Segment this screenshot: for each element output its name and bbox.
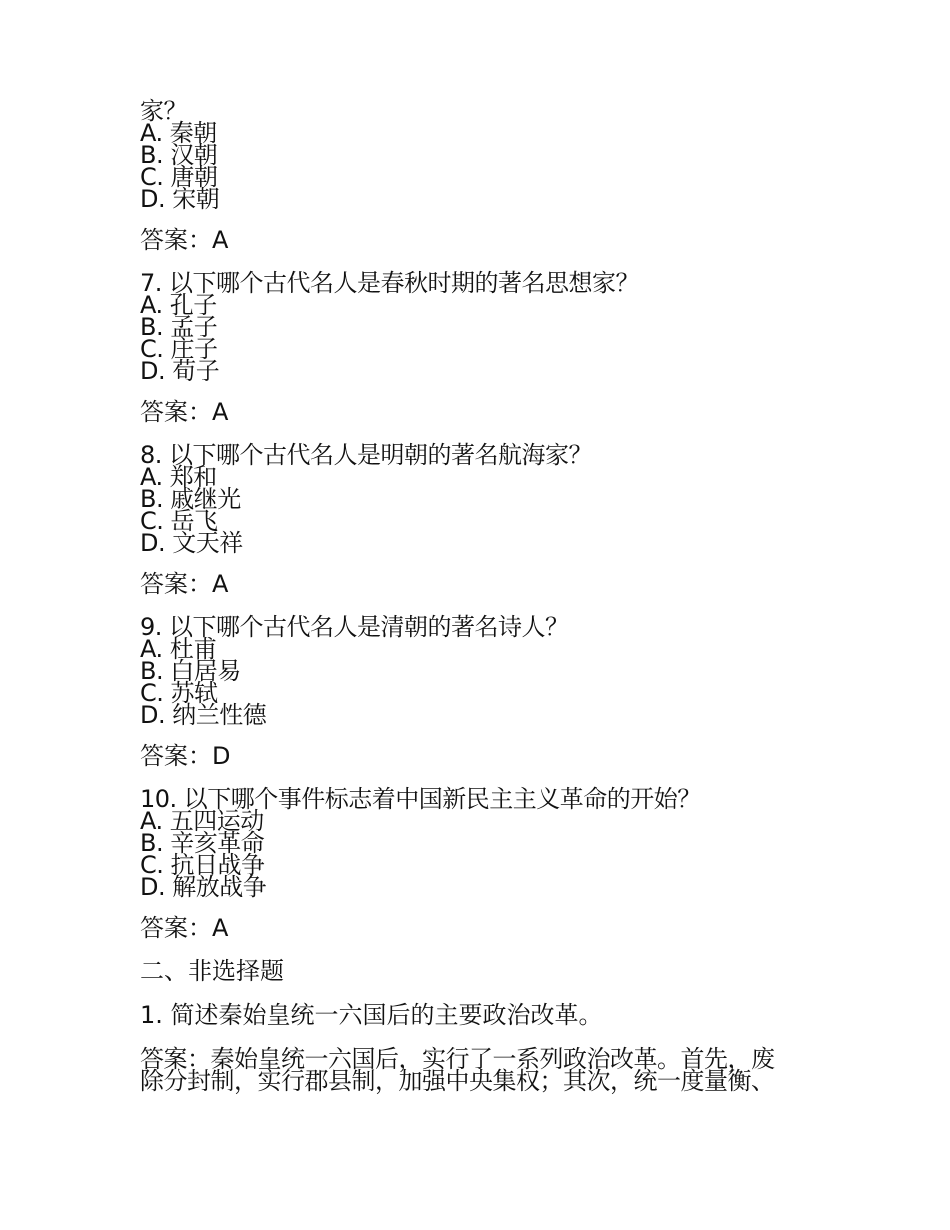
option-c: C. 庄子 bbox=[140, 335, 218, 363]
option-a: A. 五四运动 bbox=[140, 807, 264, 835]
option-d: D. 解放战争 bbox=[140, 873, 267, 901]
option-d: D. 荀子 bbox=[140, 357, 220, 385]
section-title: 二、非选择题 bbox=[140, 957, 284, 985]
answer-line: 答案：A bbox=[140, 570, 229, 598]
document-page bbox=[140, 97, 840, 1095]
question-stem: 8. 以下哪个古代名人是明朝的著名航海家？ bbox=[140, 441, 593, 469]
option-d: D. 宋朝 bbox=[140, 185, 220, 213]
question-10 bbox=[140, 785, 840, 942]
answer-line: 答案：D bbox=[140, 742, 231, 770]
option-a: A. 郑和 bbox=[140, 463, 217, 491]
question-8 bbox=[140, 441, 840, 598]
question-stem: 10. 以下哪个事件标志着中国新民主主义革命的开始？ bbox=[140, 785, 701, 813]
essay-answer-line-1: 答案：秦始皇统一六国后，实行了一系列政治改革。首先，废 bbox=[140, 1045, 775, 1073]
option-c: C. 抗日战争 bbox=[140, 851, 265, 879]
question-stem: 7. 以下哪个古代名人是春秋时期的著名思想家？ bbox=[140, 269, 640, 297]
question-9 bbox=[140, 613, 840, 770]
option-d: D. 文天祥 bbox=[140, 529, 243, 557]
question-stem: 9. 以下哪个古代名人是清朝的著名诗人？ bbox=[140, 613, 569, 641]
question-stem-tail: 家？ bbox=[140, 97, 187, 125]
answer-line: 答案：A bbox=[140, 226, 229, 254]
option-d: D. 纳兰性德 bbox=[140, 701, 267, 729]
essay-answer-line-2: 除分封制，实行郡县制，加强中央集权；其次，统一度量衡、 bbox=[140, 1067, 775, 1095]
question-6-continued bbox=[140, 97, 840, 254]
essay-question: 1. 简述秦始皇统一六国后的主要政治改革。 bbox=[140, 1001, 603, 1029]
option-b: B. 辛亥革命 bbox=[140, 829, 265, 857]
option-a: A. 秦朝 bbox=[140, 119, 217, 147]
option-a: A. 杜甫 bbox=[140, 635, 217, 663]
answer-line: 答案：A bbox=[140, 914, 229, 942]
option-c: C. 苏轼 bbox=[140, 679, 218, 707]
option-b: B. 孟子 bbox=[140, 313, 218, 341]
answer-line: 答案：A bbox=[140, 398, 229, 426]
option-b: B. 汉朝 bbox=[140, 141, 218, 169]
essay-answer bbox=[140, 1045, 820, 1095]
option-b: B. 戚继光 bbox=[140, 485, 241, 513]
option-c: C. 岳飞 bbox=[140, 507, 218, 535]
question-7 bbox=[140, 269, 840, 426]
option-a: A. 孔子 bbox=[140, 291, 217, 319]
option-b: B. 白居易 bbox=[140, 657, 241, 685]
option-c: C. 唐朝 bbox=[140, 163, 218, 191]
